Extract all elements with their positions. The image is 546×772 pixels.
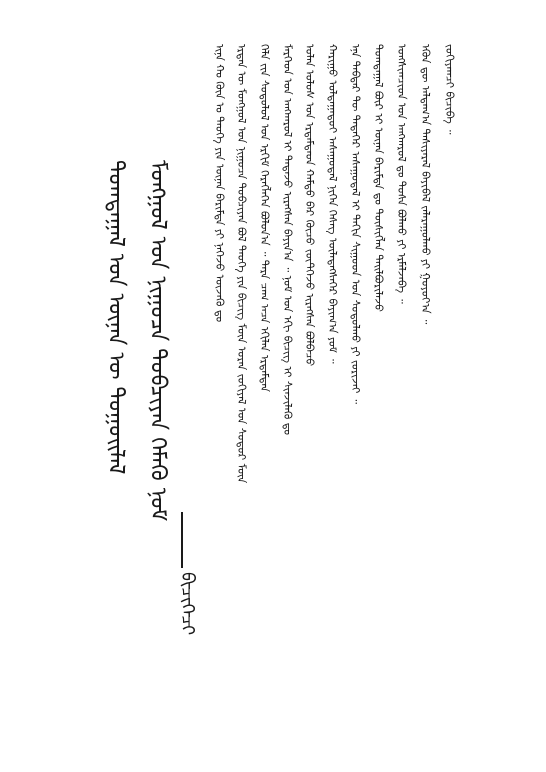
body-column-1: ᠢᠨᠡ ᠬᠤ ᠬᠥᠨ ᠤ ᠲᠡᠦᠬᠡ ᠶᠢᠨ ᠦᠨᠡᠨ ᠪᠠᠷᠢᠮᠲᠠ ᠶᠢ ᠨᠡᠭᠡᠵᠦ ᠦᠵᠡᠬᠦ ᠳᠤ — [213, 44, 226, 323]
byline-dash — [181, 512, 183, 568]
body-column-4: ᠮᠡᠷᠭᠡᠳ ᠤᠨ ᠠᠩᠬᠠᠷᠤᠯ ᠢ ᠲᠠᠲᠠᠵᠤ ᠢᠷᠡᠭᠰᠡᠨ ᠪᠠᠶᠢᠨ᠎ᠠ ᠃ ᠨᠣᠮ ᠤᠨ ᠡᠬᠢ ᠪᠢᠴᠢᠭ ᠢ ᠰᠢᠨᠵᠢᠯᠡᠬᠦ ᠳᠤ — [281, 44, 294, 436]
body-column-9: ᠤᠩᠰᠢᠭᠴᠢᠳ ᠤᠨ ᠠᠩᠬᠠᠷᠤᠯ ᠳᠤ ᠲᠤᠰᠠ ᠪᠣᠯᠬᠤ ᠶᠢ ᠡᠷᠮᠡᠯᠵᠡᠪᠡ ᠃ — [395, 44, 408, 304]
body-column-11: ᠵᠣᠬᠢᠶᠠᠭᠴᠢ ᠪᠢᠴᠢᠪᠡ ᠃ — [443, 44, 456, 135]
body-column-3: ᠬᠡᠯᠡ ᠵᠢᠨ ᠰᠤᠳᠤᠯᠤᠯ ᠤᠨ ᠡᠷᠬᠢᠮ ᠬᠡᠷᠡᠭᠯᠡᠭᠡᠨ ᠪᠣᠯᠤᠨ᠎ᠠ ᠃ ᠲᠡᠷᠡ ᠴᠠᠭ ᠠᠴᠠ ᠡᠬᠢᠯᠡᠨ ᠡᠷᠳᠡᠮᠲᠡᠨ — [258, 44, 271, 392]
title-line-2: ᠲᠣᠭᠲᠠᠭᠠᠯ ᠤᠨ ᠦᠨᠡᠨ ᠦ ᠳᠣᠭᠣᠢᠯᠠᠯ — [103, 160, 128, 475]
body-column-8: ᠲᠣᠭᠲᠠᠭᠠᠯ ᠪᠦᠷ ᠢ ᠦᠨᠡᠨ ᠪᠠᠷᠢᠮᠲᠠ ᠳᠤ ᠲᠦᠰᠢᠭᠯᠡᠨ ᠲᠠᠢᠯᠪᠤᠷᠢᠯᠠᠵᠤ — [372, 44, 385, 312]
title-line-1: ᠮᠣᠩᠭᠣᠯ ᠤᠨ ᠨᠢᠭᠤᠴᠠ ᠲᠣᠪᠴᠢᠶᠠᠨ ᠬᠡᠮᠡᠬᠦ ᠨᠣᠮ — [145, 160, 170, 522]
body-column-6: ᠬᠠᠷᠢᠭᠤ ᠣᠯᠳᠠᠭᠠᠳᠤᠢ ᠠᠰᠠᠭᠤᠳᠠᠯ ᠨᠢᠭᠡᠨ ᠬᠡᠰᠡᠭ ᠦᠯᠡᠳᠡᠭᠰᠡᠭᠡᠷ ᠪᠠᠶᠢᠭ᠎ᠠ ᠶᠤᠮ ᠃ — [326, 44, 339, 364]
byline: ᠪᠢᠴᠢᠭᠡᠴᠢ — [177, 572, 198, 636]
body-column-2: ᠡᠷᠲᠡᠨ ᠦ ᠮᠣᠩᠭᠣᠯ ᠤᠨ ᠨᠢᠭᠤᠴᠠ ᠲᠣᠪᠴᠢᠶᠠᠨ ᠪᠣᠯ ᠲᠡᠦᠬᠡ ᠶᠢᠨ ᠪᠢᠴᠢᠭ ᠮᠥᠨ ᠤᠷᠠᠨ ᠵᠣᠬᠢᠶᠠᠯ ᠤᠨ ᠰᠤᠳᠤᠷ ᠮᠥᠨ — [235, 44, 248, 484]
body-column-7: ᠡᠨᠡ ᠳᠡᠪᠲᠡᠷ ᠲᠦ ᠲᠡᠳᠡᠭᠡᠷ ᠠᠰᠠᠭᠤᠳᠠᠯ ᠢ ᠳᠠᠬᠢᠨ ᠰᠢᠭᠤᠳ ᠤᠨ ᠰᠤᠳᠤᠯᠬᠤ ᠶᠢ ᠵᠣᠷᠢᠵᠠᠢ ᠃ — [349, 44, 362, 405]
body-column-10: ᠡᠭᠦᠨ ᠳᠦ ᠠᠯᠳᠠᠭ᠎ᠠ ᠲᠠᠰᠢᠶᠠᠷᠠᠯ ᠪᠠᠶᠢᠪᠠᠯ ᠵᠠᠯᠠᠷᠠᠭᠤᠯᠬᠤ ᠶᠢ ᠭᠤᠶᠤᠶ᠎ᠠ ᠃ — [419, 44, 432, 325]
body-column-5: ᠣᠯᠠᠨ ᠤᠯᠤᠰ ᠤᠨ ᠡᠷᠳᠡᠮᠲᠡᠳ ᠬᠠᠮᠲᠤ ᠪᠡᠷ ᠬᠦᠴᠦ ᠵᠦᠲᠭᠡᠵᠦ ᠢᠷᠡᠭᠰᠡᠨ ᠪᠣᠯᠪᠠᠴᠤ — [303, 44, 316, 367]
